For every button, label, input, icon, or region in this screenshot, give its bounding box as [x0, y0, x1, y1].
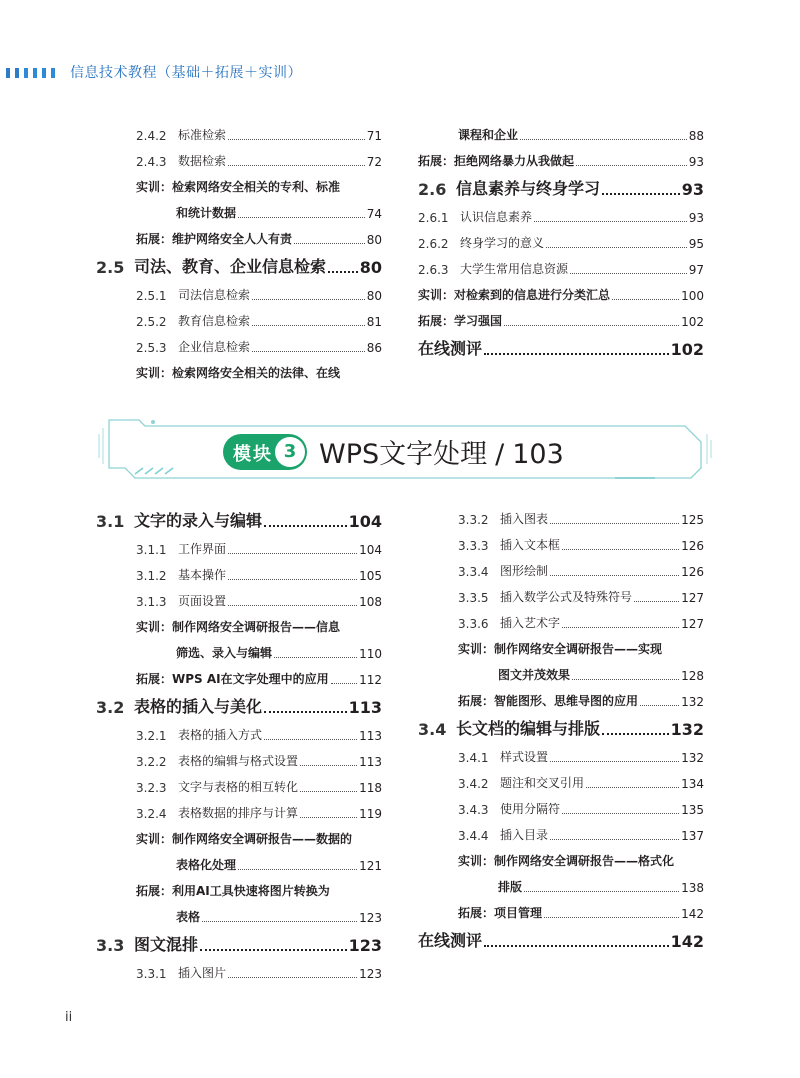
dot-leader [544, 917, 679, 918]
dot-leader [228, 605, 357, 606]
page-ref: 121 [359, 859, 382, 873]
entry-title: 大学生常用信息资源 [460, 262, 569, 276]
page-ref: 123 [359, 911, 382, 925]
dot-leader [328, 271, 358, 273]
toc-entry[interactable] [96, 247, 382, 277]
entry-number: 3.4.4 [458, 829, 489, 843]
dot-leader [602, 193, 680, 195]
dot-leader [252, 351, 365, 352]
section-title: 图文混排 [134, 935, 199, 954]
entry-title: 智能图形、思维导图的应用 [494, 694, 639, 708]
book-title: 信息技术教程（基础＋拓展＋实训） [70, 65, 302, 81]
dot-leader [264, 525, 347, 527]
entry-title: 检索网络安全相关的法律、在线 [172, 366, 341, 380]
entry-title: 学习强国 [454, 314, 503, 328]
toc-entry[interactable] [418, 199, 704, 225]
page-ref: 127 [681, 591, 704, 605]
dot-leader [550, 575, 679, 576]
dot-leader [572, 679, 679, 680]
running-header [0, 60, 800, 84]
entry-label: 拓展： [136, 672, 173, 686]
entry-number: 3.4.1 [458, 751, 489, 765]
page-ref: 123 [348, 936, 382, 955]
page-ref: 132 [681, 751, 704, 765]
entry-title-continued: 筛选、录入与编辑 [176, 646, 273, 660]
dot-leader [586, 787, 679, 788]
entry-number: 3.1.1 [136, 543, 167, 557]
entry-label: 实训： [418, 288, 455, 302]
page-ref: 71 [366, 129, 382, 143]
section-title: 文字的录入与编辑 [134, 511, 263, 530]
dot-leader [294, 243, 365, 244]
entry-number: 3.4.2 [458, 777, 489, 791]
toc-entry[interactable] [458, 579, 704, 605]
toc-entry[interactable] [96, 925, 382, 955]
header-stripes [6, 68, 55, 78]
entry-number: 3.2.3 [136, 781, 167, 795]
toc-entry[interactable] [458, 553, 704, 579]
entry-title: 司法信息检索 [178, 288, 251, 302]
page-ref: 81 [366, 315, 382, 329]
section-title: 信息素养与终身学习 [456, 179, 601, 198]
page-ref: 113 [359, 755, 382, 769]
toc-entry[interactable] [136, 195, 382, 221]
entry-title: 检索网络安全相关的专利、标准 [172, 180, 341, 194]
toc-entry[interactable] [136, 583, 382, 609]
entry-title: 插入数学公式及特殊符号 [500, 590, 633, 604]
entry-label: 拓展： [136, 232, 173, 246]
toc-entry[interactable] [458, 605, 704, 631]
entry-title: 企业信息检索 [178, 340, 251, 354]
dot-leader [546, 247, 687, 248]
entry-number: 3.3.1 [136, 967, 167, 981]
entry-title: 表格的编辑与格式设置 [178, 754, 299, 768]
entry-number: 2.5.1 [136, 289, 167, 303]
entry-title: 对检索到的信息进行分类汇总 [454, 288, 611, 302]
toc-entry[interactable] [136, 609, 382, 635]
entry-label: 实训： [136, 832, 173, 846]
toc-entry[interactable] [136, 557, 382, 583]
toc-entry[interactable] [136, 717, 382, 743]
entry-title: 项目管理 [494, 906, 543, 920]
toc-entry[interactable] [136, 847, 382, 873]
toc-entry[interactable] [136, 795, 382, 821]
entry-number: 3.3.6 [458, 617, 489, 631]
entry-title: 认识信息素养 [460, 210, 533, 224]
entry-number: 3.1.3 [136, 595, 167, 609]
dot-leader [634, 601, 679, 602]
entry-label: 实训： [136, 366, 173, 380]
page-ref: 135 [681, 803, 704, 817]
entry-label: 实训： [136, 620, 173, 634]
page-ref: 110 [359, 647, 382, 661]
dot-leader [562, 813, 679, 814]
toc-entry[interactable] [418, 143, 704, 169]
dot-leader [238, 217, 365, 218]
toc-entry[interactable] [418, 225, 704, 251]
entry-title: 图形绘制 [500, 564, 549, 578]
dot-leader [300, 817, 357, 818]
entry-title: 文字与表格的相互转化 [178, 780, 299, 794]
entry-number: 2.4.3 [136, 155, 167, 169]
toc-column-top-left [96, 117, 382, 381]
section-title: 表格的插入与美化 [134, 697, 263, 716]
page-ref: 88 [688, 129, 704, 143]
entry-number: 3.4.3 [458, 803, 489, 817]
dot-leader [202, 921, 357, 922]
page-ref: 93 [688, 155, 704, 169]
entry-number: 2.5.2 [136, 315, 167, 329]
entry-label: 拓展： [418, 314, 455, 328]
toc-entry[interactable] [136, 821, 382, 847]
entry-title: 页面设置 [178, 594, 227, 608]
page-ref: 123 [359, 967, 382, 981]
toc-entry[interactable] [458, 657, 704, 683]
entry-number: 3.1.2 [136, 569, 167, 583]
dot-leader [504, 325, 679, 326]
section-number: 3.4 [418, 720, 447, 739]
dot-leader [300, 765, 357, 766]
section-title: 长文档的编辑与排版 [456, 719, 601, 738]
dot-leader [264, 739, 357, 740]
dot-leader [228, 139, 365, 140]
page-ref: 93 [688, 211, 704, 225]
dot-leader [550, 761, 679, 762]
entry-number: 2.6.1 [418, 211, 449, 225]
toc-entry[interactable] [418, 117, 704, 143]
entry-number: 2.4.2 [136, 129, 167, 143]
toc-entry[interactable] [418, 277, 704, 303]
dot-leader [562, 549, 679, 550]
toc-column-bottom-left [96, 501, 382, 981]
toc-entry[interactable] [458, 501, 704, 527]
toc-entry[interactable] [136, 955, 382, 981]
toc-entry[interactable] [96, 501, 382, 531]
entry-label: 拓展： [136, 884, 173, 898]
section-number: 2.6 [418, 180, 447, 199]
entry-title: 制作网络安全调研报告——数据的 [172, 832, 353, 846]
entry-title-continued: 课程和企业 [458, 128, 519, 142]
toc-entry[interactable] [136, 899, 382, 925]
dot-leader [252, 325, 365, 326]
toc-entry[interactable] [136, 169, 382, 195]
page-ref: 72 [366, 155, 382, 169]
toc-entry[interactable] [458, 527, 704, 553]
entry-title: 制作网络安全调研报告——信息 [172, 620, 341, 634]
toc-entry[interactable] [136, 743, 382, 769]
toc-entry[interactable] [418, 921, 704, 951]
module-badge [223, 434, 307, 470]
dot-leader [602, 733, 669, 735]
page-ref: 138 [681, 881, 704, 895]
toc-entry[interactable] [136, 661, 382, 687]
dot-leader [228, 165, 365, 166]
page-ref: 95 [688, 237, 704, 251]
section-number: 3.2 [96, 698, 125, 717]
module-badge-label: 模块 [233, 444, 273, 465]
entry-title: 制作网络安全调研报告——实现 [494, 642, 663, 656]
entry-number: 3.3.5 [458, 591, 489, 605]
toc-entry[interactable] [458, 817, 704, 843]
entry-title: 终身学习的意义 [460, 236, 545, 250]
dot-leader [264, 711, 347, 713]
entry-label: 拓展： [458, 906, 495, 920]
toc-entry[interactable] [458, 683, 704, 709]
dot-leader [524, 891, 679, 892]
entry-title: 维护网络安全人人有责 [172, 232, 293, 246]
section-number: 3.1 [96, 512, 125, 531]
entry-title: 标准检索 [178, 128, 227, 142]
entry-title: 制作网络安全调研报告——格式化 [494, 854, 675, 868]
module-banner [95, 414, 715, 484]
toc-entry[interactable] [458, 895, 704, 921]
entry-number: 2.6.3 [418, 263, 449, 277]
module-title: WPS文字处理 / 103 [319, 439, 564, 470]
entry-label: 实训： [136, 180, 173, 194]
page-ref: 137 [681, 829, 704, 843]
page-ref: 97 [688, 263, 704, 277]
entry-number: 2.6.2 [418, 237, 449, 251]
toc-entry[interactable] [96, 687, 382, 717]
page-ref: 105 [359, 569, 382, 583]
entry-title: 工作界面 [178, 542, 227, 556]
dot-leader [228, 579, 357, 580]
toc-entry[interactable] [418, 169, 704, 199]
entry-title: 使用分隔符 [500, 802, 561, 816]
page-ref: 102 [681, 315, 704, 329]
entry-title-continued: 图文并茂效果 [498, 668, 571, 682]
toc-entry[interactable] [136, 531, 382, 557]
page-ref: 125 [681, 513, 704, 527]
toc-entry[interactable] [136, 303, 382, 329]
entry-title: 拒绝网络暴力从我做起 [454, 154, 575, 168]
section-title: 在线测评 [418, 931, 483, 950]
page-ref: 142 [681, 907, 704, 921]
entry-number: 3.3.3 [458, 539, 489, 553]
entry-title-continued: 排版 [498, 880, 523, 894]
entry-title: 题注和交叉引用 [500, 776, 585, 790]
entry-label: 拓展： [458, 694, 495, 708]
toc-entry[interactable] [458, 765, 704, 791]
entry-title: 基本操作 [178, 568, 227, 582]
entry-title-continued: 表格 [176, 910, 201, 924]
page-ref: 132 [670, 720, 704, 739]
entry-title-continued: 和统计数据 [176, 206, 237, 220]
entry-title: 插入艺术字 [500, 616, 561, 630]
dot-leader [550, 839, 679, 840]
dot-leader [331, 683, 357, 684]
entry-title: 利用AI工具快速将图片转换为 [172, 884, 330, 898]
page-ref: 102 [670, 340, 704, 359]
dot-leader [228, 553, 357, 554]
toc-entry[interactable] [458, 631, 704, 657]
page-ref: 80 [366, 289, 382, 303]
toc-entry[interactable] [136, 635, 382, 661]
toc-entry[interactable] [136, 117, 382, 143]
toc-entry[interactable] [418, 303, 704, 329]
entry-title: 插入文本框 [500, 538, 561, 552]
entry-title: 表格数据的排序与计算 [178, 806, 299, 820]
page-ref: 142 [670, 932, 704, 951]
entry-number: 3.2.2 [136, 755, 167, 769]
toc-entry[interactable] [136, 329, 382, 355]
page-ref: 113 [359, 729, 382, 743]
toc-entry[interactable] [418, 329, 704, 359]
dot-leader [300, 791, 357, 792]
entry-number: 3.3.4 [458, 565, 489, 579]
section-number: 2.5 [96, 258, 125, 277]
entry-title: 样式设置 [500, 750, 549, 764]
page-ref: 132 [681, 695, 704, 709]
entry-title: 教育信息检索 [178, 314, 251, 328]
module-number: 3 [275, 437, 305, 467]
page-ref: 118 [359, 781, 382, 795]
page-ref: 128 [681, 669, 704, 683]
dot-leader [274, 657, 357, 658]
dot-leader [562, 627, 679, 628]
page-ref: 112 [359, 673, 382, 687]
toc-entry[interactable] [458, 739, 704, 765]
dot-leader [570, 273, 687, 274]
dot-leader [612, 299, 679, 300]
entry-title: 数据检索 [178, 154, 227, 168]
dot-leader [520, 139, 687, 140]
toc-column-bottom-right [418, 501, 704, 951]
toc-entry[interactable] [458, 869, 704, 895]
dot-leader [252, 299, 365, 300]
page-ref: 134 [681, 777, 704, 791]
page-ref: 127 [681, 617, 704, 631]
toc-entry[interactable] [418, 709, 704, 739]
toc-entry[interactable] [136, 143, 382, 169]
page-ref: 108 [359, 595, 382, 609]
page-ref: 126 [681, 565, 704, 579]
toc-column-top-right [418, 117, 704, 359]
entry-number: 2.5.3 [136, 341, 167, 355]
toc-entry[interactable] [418, 251, 704, 277]
section-title: 司法、教育、企业信息检索 [134, 257, 327, 276]
entry-title: 插入目录 [500, 828, 549, 842]
dot-leader [228, 977, 357, 978]
page-number: ii [65, 1010, 73, 1025]
page-ref: 80 [366, 233, 382, 247]
entry-title: 表格的插入方式 [178, 728, 263, 742]
entry-label: 实训： [458, 642, 495, 656]
section-number: 3.3 [96, 936, 125, 955]
section-title: 在线测评 [418, 339, 483, 358]
toc-entry[interactable] [136, 221, 382, 247]
dot-leader [484, 353, 669, 355]
entry-label: 拓展： [418, 154, 455, 168]
entry-title-continued: 表格化处理 [176, 858, 237, 872]
page-ref: 126 [681, 539, 704, 553]
page-ref: 100 [681, 289, 704, 303]
toc-entry[interactable] [458, 843, 704, 869]
dot-leader [534, 221, 687, 222]
entry-number: 3.2.1 [136, 729, 167, 743]
dot-leader [200, 949, 347, 951]
entry-title: WPS AI在文字处理中的应用 [172, 672, 329, 686]
toc-entry[interactable] [136, 277, 382, 303]
page-ref: 74 [366, 207, 382, 221]
dot-leader [238, 869, 357, 870]
toc-entry[interactable] [136, 355, 382, 381]
page-ref: 93 [681, 180, 704, 199]
dot-leader [484, 945, 669, 947]
entry-title: 插入图片 [178, 966, 227, 980]
entry-number: 3.3.2 [458, 513, 489, 527]
dot-leader [550, 523, 679, 524]
page-ref: 113 [348, 698, 382, 717]
toc-entry[interactable] [136, 769, 382, 795]
entry-label: 实训： [458, 854, 495, 868]
page-ref: 104 [348, 512, 382, 531]
toc-entry[interactable] [458, 791, 704, 817]
page-ref: 119 [359, 807, 382, 821]
entry-number: 3.2.4 [136, 807, 167, 821]
page-ref: 86 [366, 341, 382, 355]
dot-leader [640, 705, 679, 706]
dot-leader [576, 165, 687, 166]
page-ref: 104 [359, 543, 382, 557]
page-ref: 80 [359, 258, 382, 277]
entry-title: 插入图表 [500, 512, 549, 526]
toc-entry[interactable] [136, 873, 382, 899]
